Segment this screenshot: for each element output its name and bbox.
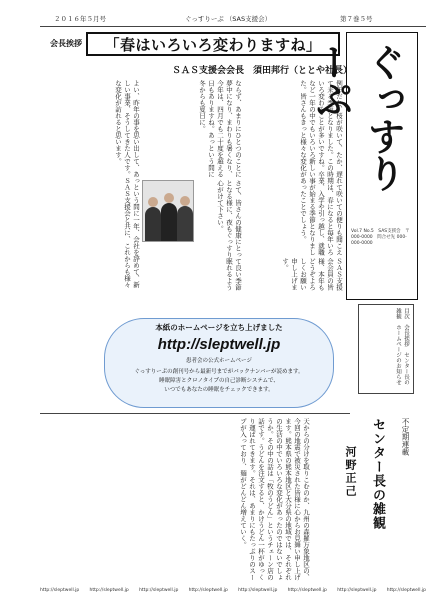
person-figure [145, 207, 161, 241]
banner-title: 本紙のホームページを立ち上げました [155, 323, 283, 332]
serial-author: 河野正己 [344, 446, 357, 498]
header-issue: 第７巻５号 [340, 15, 373, 23]
footer-url[interactable]: http://sleptwell.jp [40, 588, 80, 593]
serial-title: センター長の雑観 [370, 418, 385, 530]
person-figure [177, 206, 193, 241]
masthead-info: Vol.7 No.5 SAS支援会 〒000-0000 問合せ先 000-000-0000 [351, 229, 410, 246]
banner-url-link[interactable]: http://sleptwell.jp [157, 336, 281, 353]
group-photo [142, 180, 194, 242]
footer-url[interactable]: http://sleptwell.jp [89, 588, 129, 593]
footer-url[interactable]: http://sleptwell.jp [238, 588, 278, 593]
serial-label: 不定期連載 [401, 418, 410, 456]
footer-url[interactable]: http://sleptwell.jp [139, 588, 179, 593]
article-headline: 「春はいろいろ変わりますね」 [104, 35, 322, 54]
homepage-banner [104, 318, 334, 408]
banner-line-3: いつでもあなたの睡眠をチェックできます。 [164, 387, 274, 393]
header-title: ぐっすりーぷ （SAS支援会） [185, 15, 272, 23]
article-column-1: 例年だと、桜が咲いて、たか、遅れて咲いての便りも聞こえて来る季節となりました。この時期は、春になると毎年いろいろ変わることが多いですね。卒業、入学や引っ越し、就職など一年の中でもいろいろ新しい事が始まる季節となりました。皆さんもきっと様々な変化があったことでしょう。 [299, 80, 343, 256]
article-column-3: よい、昨年の事を思い出して、あっという間に一年、会社を辞めて、新しい事業、そうしてきた人です。ＳＡＳ支援会と共に、これからも様々な変化が訪れると思います。 [114, 80, 140, 288]
page-footer [40, 588, 426, 600]
newsletter-page [40, 8, 426, 602]
banner-description [104, 368, 334, 395]
article-column-4: さて、皆さんの健康にとって良い季節となる様に、夜もぐっすり眠れるよう心がけて下さい。 [216, 180, 242, 291]
masthead-title: ぐっすりーぷ [309, 43, 405, 191]
article-byline: ＳＡＳ支援会会長 須田邦行（ととや社長） [172, 66, 353, 76]
section-divider [40, 413, 350, 414]
banner-line-2: 睡眠障害とクロノタイプの自己診断システムで、 [159, 378, 279, 384]
header-divider [40, 26, 426, 27]
footer-url[interactable]: http://sleptwell.jp [287, 588, 327, 593]
person-figure [161, 203, 177, 241]
article-kicker: 会長挨拶 [50, 39, 82, 48]
header-date: ２０１６年５月号 [54, 15, 106, 23]
contents-box: 目次 会長挨拶 センター長の雑観 ホームページのお知らせ [358, 304, 414, 394]
banner-subtitle: 患者会の公式ホームページ [186, 358, 252, 364]
headline-box [86, 32, 340, 56]
serial-heading [312, 418, 418, 584]
footer-url[interactable]: http://sleptwell.jp [337, 588, 377, 593]
article-column-5: ＳＡＳ支援会会員の皆様、本年もどうぞよろしくお願い申し上げます。 [281, 258, 343, 291]
footer-url[interactable]: http://sleptwell.jp [188, 588, 228, 593]
article-column-2: ならず、あまりにひとつのことに夢中になり、まわりも暑くなり、今年は、四月でも二十度を超える日もありますね。あっという間に冬からも夏日に。 [198, 80, 242, 178]
banner-line-1: ぐっすりーぷの創刊号から最新号までがバックナンバーが読めます。 [134, 369, 304, 375]
serial-body-text: 天からの分けを取りこむのか、九州の森羅万象地区の、今回の地震で被災された皆様に心からお見舞い申し上げます。熊本県の熊本地区と大分県の地域では、それぞれの生活の中でいろいろな変化があったのではないでしょうか。その中の話は「牧のうどん」というチェーン店の話です。うどんを注文すると、かけうどん一杯がゆっくり運ばれてきます。それは、あまりにもたっぷりのスープが入っており、麺がどんどん増えていく。 [239, 418, 310, 581]
footer-url[interactable]: http://sleptwell.jp [386, 588, 426, 593]
